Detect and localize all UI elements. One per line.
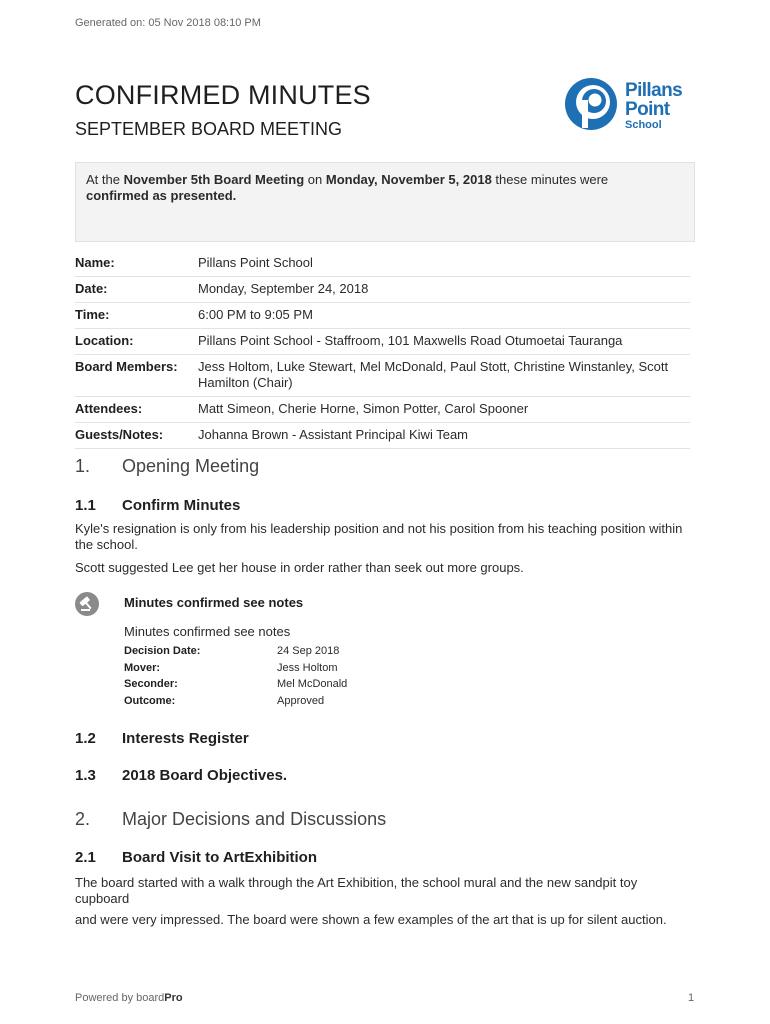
section-2-number: 2. xyxy=(75,809,91,829)
section-1-1-heading: Confirm Minutes xyxy=(122,497,241,514)
meeting-info-row xyxy=(75,329,690,355)
document-title: CONFIRMED MINUTES xyxy=(75,80,371,110)
decision-detail-label: Outcome: xyxy=(124,694,176,707)
meeting-info-label: Name: xyxy=(75,251,198,277)
meeting-info-label: Time: xyxy=(75,303,198,329)
footer-powered-text: Powered by board xyxy=(75,992,165,1004)
logo-word-1: Pillans xyxy=(625,80,683,101)
section-1-2-heading: Interests Register xyxy=(122,730,249,747)
decision-detail-value: 24 Sep 2018 xyxy=(277,645,340,657)
decision-details xyxy=(124,643,347,709)
meeting-info-label: Location: xyxy=(75,329,198,355)
logo-word-2: Point xyxy=(625,99,670,120)
section-2-1-paragraph-2: and were very impressed. The board were shown a few examples of the art that is up for silent auction. xyxy=(75,912,667,927)
meeting-info-label: Date: xyxy=(75,277,198,303)
meeting-info-row xyxy=(75,397,690,423)
meeting-info-label: Board Members: xyxy=(75,355,198,397)
section-1-3-heading: 2018 Board Objectives. xyxy=(122,767,288,784)
decision-detail-row xyxy=(124,643,347,660)
notice-middle: on xyxy=(304,172,326,187)
meeting-info-row xyxy=(75,423,690,449)
meeting-info-label: Attendees: xyxy=(75,397,198,423)
section-2-1-paragraph-1: The board started with a walk through the Art Exhibition, the school mural and the new sandpit toy cupboard xyxy=(75,875,638,906)
meeting-info-label: Guests/Notes: xyxy=(75,423,198,449)
decision-detail-row xyxy=(124,693,347,710)
decision-detail-value: Jess Holtom xyxy=(277,661,338,674)
decision-detail-value: Approved xyxy=(277,694,325,707)
section-1-1-paragraph-1: Kyle's resignation is only from his leadership position and not his position from his teaching position within the school. xyxy=(75,521,683,552)
school-logo-mark-icon xyxy=(563,76,623,136)
gavel-icon xyxy=(75,592,99,616)
document-subtitle: SEPTEMBER BOARD MEETING xyxy=(75,119,343,139)
meeting-info-value: Johanna Brown - Assistant Principal Kiwi Team xyxy=(198,423,690,449)
footer-brand: Pro xyxy=(164,992,183,1004)
meeting-info-row xyxy=(75,355,690,397)
section-2-1-heading: Board Visit to ArtExhibition xyxy=(122,849,318,866)
meeting-info-value: Jess Holtom, Luke Stewart, Mel McDonald, Paul Stott, Christine Winstanley, Scott Hamilton (Chair) xyxy=(198,355,690,397)
section-1-number: 1. xyxy=(75,456,91,476)
meeting-info-table xyxy=(75,251,690,449)
notice-prefix: At the xyxy=(86,172,124,187)
section-1-heading: Opening Meeting xyxy=(122,456,260,476)
notice-date: Monday, November 5, 2018 xyxy=(325,172,492,187)
section-1-1-paragraph-2: Scott suggested Lee get her house in order rather than seek out more groups. xyxy=(75,560,524,575)
decision-detail-value: Mel McDonald xyxy=(277,678,348,690)
notice-meeting: November 5th Board Meeting xyxy=(123,172,305,187)
page-number: 1 xyxy=(688,992,695,1004)
meeting-info-row xyxy=(75,277,690,303)
footer-powered-by xyxy=(75,992,183,1004)
logo-word-3: School xyxy=(625,119,662,131)
section-1-3-number: 1.3 xyxy=(75,767,96,784)
meeting-info-value: Matt Simeon, Cherie Horne, Simon Potter, Carol Spooner xyxy=(198,397,690,423)
meeting-info-value: Pillans Point School - Staffroom, 101 Maxwells Road Otumoetai Tauranga xyxy=(198,329,690,355)
decision-detail-label: Mover: xyxy=(124,661,161,674)
decision-detail-row xyxy=(124,660,347,677)
decision-detail-row xyxy=(124,676,347,693)
meeting-info-value: 6:00 PM to 9:05 PM xyxy=(198,303,690,329)
section-1-1-number: 1.1 xyxy=(75,497,96,514)
generated-timestamp: Generated on: 05 Nov 2018 08:10 PM xyxy=(75,17,261,29)
meeting-info-row xyxy=(75,251,690,277)
section-2-1-number: 2.1 xyxy=(75,849,96,866)
notice-status: confirmed as presented. xyxy=(86,188,237,203)
decision-body: Minutes confirmed see notes xyxy=(124,624,291,639)
confirmation-notice xyxy=(75,162,695,242)
decision-detail-label: Decision Date: xyxy=(124,645,201,657)
decision-title: Minutes confirmed see notes xyxy=(124,595,304,610)
meeting-info-row xyxy=(75,303,690,329)
meeting-info-value: Monday, September 24, 2018 xyxy=(198,277,690,303)
decision-detail-label: Seconder: xyxy=(124,678,178,690)
section-1-2-number: 1.2 xyxy=(75,730,96,747)
section-2-heading: Major Decisions and Discussions xyxy=(122,809,387,829)
notice-suffix: these minutes were xyxy=(491,172,609,187)
school-logo xyxy=(563,76,703,136)
meeting-info-value: Pillans Point School xyxy=(198,251,690,277)
